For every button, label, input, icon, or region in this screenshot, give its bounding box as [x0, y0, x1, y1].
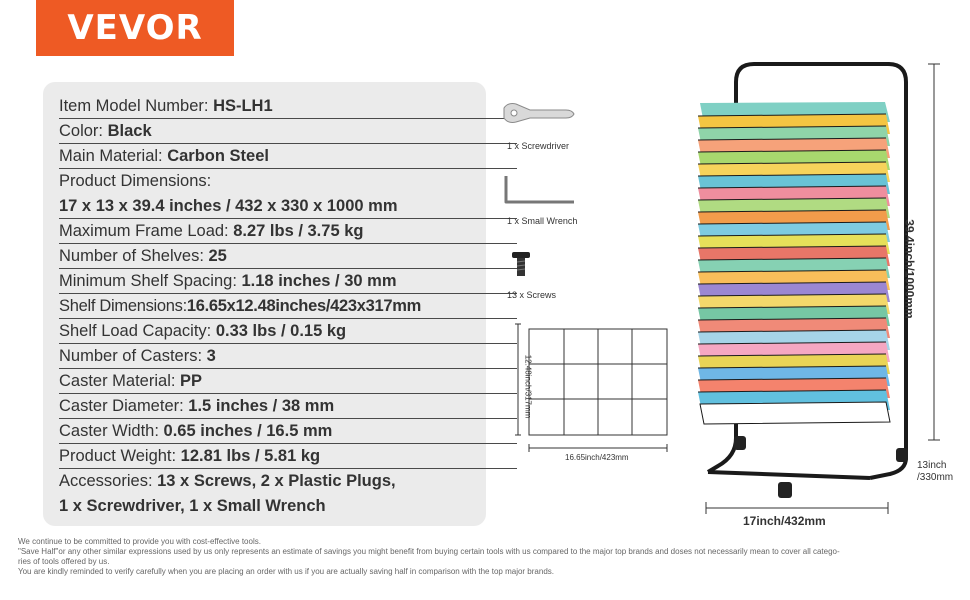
spec-label: Number of Casters:: [59, 347, 207, 365]
spec-label: Caster Diameter:: [59, 397, 189, 415]
spec-value: 12.81 lbs / 5.81 kg: [180, 447, 321, 465]
rack-height-label: 39.4inch/1000mm: [902, 219, 917, 319]
rack-depth-label-2: /330mm: [917, 472, 954, 483]
height-dimension-line: [920, 60, 950, 450]
spec-label: Item Model Number:: [59, 97, 214, 115]
spec-row-shelf-load: [59, 319, 517, 344]
spec-value: 8.27 lbs / 3.75 kg: [233, 222, 364, 240]
spec-row-caster-diameter: [59, 394, 517, 419]
spec-label: Number of Shelves:: [59, 247, 209, 265]
spec-value: PP: [180, 372, 203, 390]
spec-row-shelf-dimensions: [59, 294, 517, 319]
spec-label: Shelf Load Capacity:: [59, 322, 216, 340]
spec-value: Black: [107, 122, 152, 140]
spec-value: HS-LH1: [213, 97, 273, 115]
screw-icon: [510, 250, 532, 278]
spec-value: 13 x Screws, 2 x Plastic Plugs,: [157, 472, 396, 490]
spec-label: Product Weight:: [59, 447, 181, 465]
brand-logo: [36, 0, 234, 56]
spec-value: 1.18 inches / 30 mm: [241, 272, 397, 290]
spec-row-color: [59, 119, 517, 144]
spec-value: 1 x Screwdriver, 1 x Small Wrench: [59, 497, 326, 515]
footer-line: "Save Half"or any other similar expressions used by us only represents an estimate of savings you might benefit from buying certain tools with us compared to the major top brands and doses not necessarily mean to cover all catego-: [18, 547, 840, 556]
spec-label: Main Material:: [59, 147, 168, 165]
spec-value: 17 x 13 x 39.4 inches / 432 x 330 x 1000 mm: [59, 197, 398, 215]
drying-rack-image: [680, 58, 920, 508]
brand-logo-text: VEVOR: [67, 8, 203, 48]
spec-row-dimensions-value: [59, 194, 517, 219]
spec-label: Maximum Frame Load:: [59, 222, 234, 240]
spec-label: Caster Material:: [59, 372, 181, 390]
footer-disclaimer: [18, 537, 948, 577]
footer-line: You are kindly reminded to verify carefully when you are placing an order with us if you are actually saving half in comparison with the top major brands.: [18, 567, 554, 576]
spec-row-accessories-cont: [59, 494, 517, 519]
spec-label: Shelf Dimensions:: [59, 297, 187, 315]
spec-value: 16.65x12.48inches/423x317mm: [186, 297, 421, 315]
spec-label: Accessories:: [59, 472, 158, 490]
rack-width-label: 17inch/432mm: [743, 514, 826, 528]
screwdriver-icon: [500, 98, 580, 128]
spec-row-casters: [59, 344, 517, 369]
shelf-diagram: [510, 322, 670, 462]
spec-row-material: [59, 144, 517, 169]
wrench-icon: [500, 172, 580, 208]
spec-row-frame-load: [59, 219, 517, 244]
screws-label: 13 x Screws: [507, 290, 557, 300]
spec-label: Minimum Shelf Spacing:: [59, 272, 242, 290]
screwdriver-label: 1 x Screwdriver: [507, 141, 570, 151]
rack-depth-label-1: 13inch: [917, 460, 947, 471]
spec-row-weight: [59, 444, 517, 469]
spec-label: Caster Width:: [59, 422, 164, 440]
spec-row-accessories: [59, 469, 517, 494]
spec-row-model: [59, 94, 517, 119]
footer-line: ries of tools offered by us.: [18, 557, 110, 566]
footer-line: We continue to be committed to provide you with cost-effective tools.: [18, 537, 261, 546]
spec-value: 0.33 lbs / 0.15 kg: [215, 322, 347, 340]
shelf-depth-label: 12.48inch/317mm: [523, 354, 533, 419]
spec-row-shelf-spacing: [59, 269, 517, 294]
spec-row-caster-width: [59, 419, 517, 444]
shelf-width-label: 16.65inch/423mm: [565, 453, 629, 462]
spec-row-caster-material: [59, 369, 517, 394]
spec-row-dimensions-label: [59, 169, 517, 194]
spec-value: 1.5 inches / 38 mm: [188, 397, 335, 415]
spec-label: Product Dimensions:: [59, 172, 212, 190]
spec-value: 0.65 inches / 16.5 mm: [163, 422, 333, 440]
wrench-label: 1 x Small Wrench: [507, 216, 578, 226]
spec-label: Color:: [59, 122, 108, 140]
spec-value: 25: [208, 247, 227, 265]
spec-value: 3: [206, 347, 216, 365]
spec-row-shelves: [59, 244, 517, 269]
spec-value: Carbon Steel: [167, 147, 269, 165]
